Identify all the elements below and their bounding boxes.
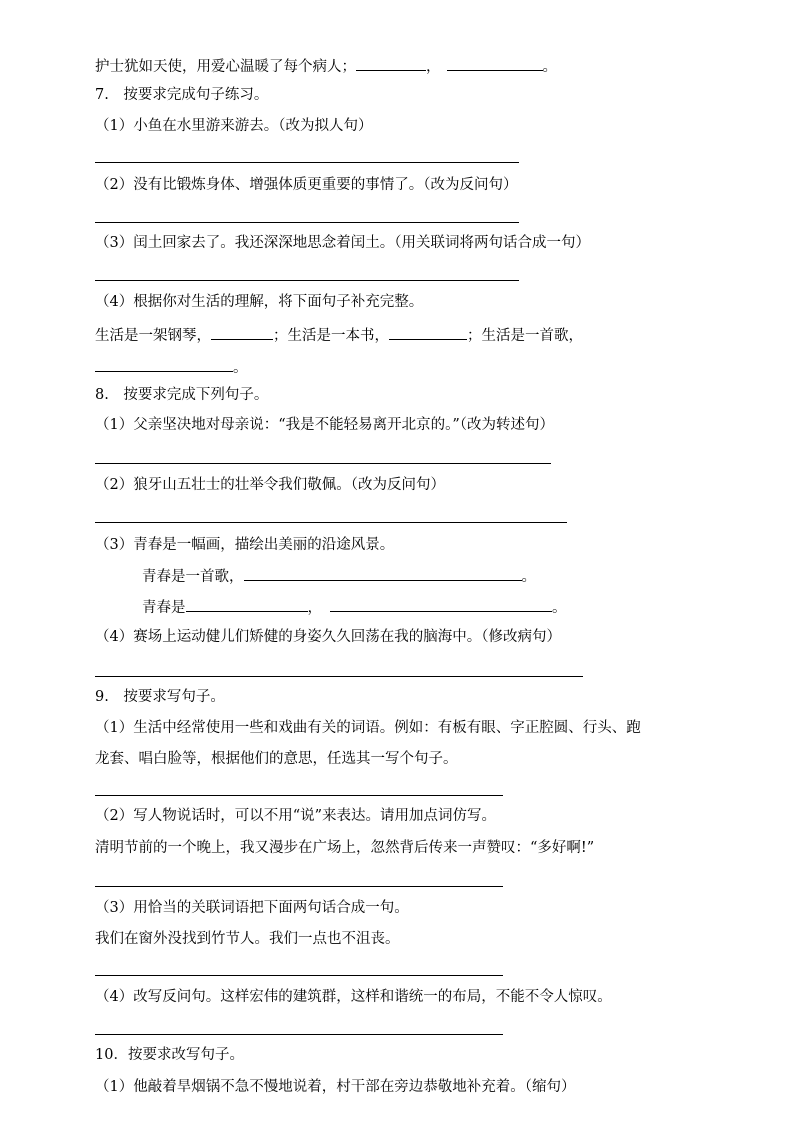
- q7-item-3: （3）闰土回家去了。我还深深地思念着闰土。（用关联词将两句话合成一句）: [95, 235, 590, 251]
- q9-item-2-example: 清明节前的一个晚上，我又漫步在广场上，忽然背后传来一声赞叹：“多好啊!”: [95, 840, 595, 856]
- q8-item-3: （3）青春是一幅画，描绘出美丽的沿途风景。: [95, 537, 395, 553]
- q7-item-4-part-2: ；生活是一本书，: [273, 328, 389, 344]
- q8-title: 8. 按要求完成下列句子。: [95, 387, 269, 403]
- q9-item-1-b: 龙套、唱白脸等，根据他们的意思，任选其一写个句子。: [95, 751, 458, 767]
- q8-item-3-period-a: 。: [521, 569, 536, 585]
- q7-title: 7. 按要求完成句子练习。: [95, 87, 269, 103]
- q8-item-2: （2）狼牙山五壮士的壮举令我们敬佩。（改为反问句）: [95, 477, 445, 493]
- q8-answer-line-2[interactable]: [95, 522, 567, 523]
- q8-item-1: （1）父亲坚决地对母亲说：“我是不能轻易离开北京的。”（改为转述句）: [95, 417, 555, 433]
- q9-item-2: （2）写人物说话时，可以不用“说”来表达。请用加点词仿写。: [95, 808, 497, 824]
- q7-item-4-sentence: [95, 325, 583, 346]
- q8-item-3-period-b: 。: [552, 600, 567, 616]
- q8-item-3-blank-1[interactable]: [244, 566, 522, 581]
- q7-answer-line-2[interactable]: [95, 222, 519, 223]
- q9-item-4: （4）改写反问句。这样宏伟的建筑群，这样和谐统一的布局，不能不令人惊叹。: [95, 989, 612, 1005]
- q10-item-1: （1）他敲着旱烟锅不急不慢地说着，村干部在旁边恭敬地补充着。（缩句）: [95, 1079, 576, 1095]
- q8-answer-line-4[interactable]: [95, 676, 583, 677]
- q9-answer-line-3[interactable]: [95, 975, 503, 976]
- q7-item-4-part-1: 生活是一架钢琴，: [95, 328, 211, 344]
- q8-item-3-prefix-a: 青春是一首歌，: [142, 569, 244, 585]
- q7-item-4-blank-3[interactable]: [95, 357, 233, 372]
- q7-item-4-blank-1[interactable]: [211, 325, 273, 340]
- q6-period: 。: [542, 59, 557, 75]
- q9-title: 9. 按要求写句子。: [95, 689, 225, 705]
- q9-answer-line-1[interactable]: [95, 795, 503, 796]
- q10-title: 10．按要求改写句子。: [95, 1047, 244, 1063]
- q7-item-1: （1）小鱼在水里游来游去。（改为拟人句）: [95, 118, 373, 134]
- q8-item-3-line-a: [142, 566, 536, 587]
- q8-item-3-prefix-b: 青春是: [142, 600, 186, 616]
- q9-answer-line-4[interactable]: [95, 1034, 503, 1035]
- q8-item-3-separator: ，: [307, 600, 322, 616]
- q6-blank-1[interactable]: [356, 56, 426, 71]
- q9-item-3: （3）用恰当的关联词语把下面两句话合成一句。: [95, 900, 409, 916]
- q6-line: [95, 56, 557, 77]
- q7-answer-line-1[interactable]: [95, 162, 519, 163]
- q6-blank-2[interactable]: [447, 56, 543, 71]
- q7-item-4-part-3: ；生活是一首歌，: [467, 328, 583, 344]
- q8-answer-line-1[interactable]: [95, 463, 551, 464]
- q8-item-3-line-b: [142, 597, 567, 618]
- q7-item-2: （2）没有比锻炼身体、增强体质更重要的事情了。（改为反问句）: [95, 177, 518, 193]
- q8-item-3-blank-3[interactable]: [330, 597, 552, 612]
- q7-answer-line-3[interactable]: [95, 280, 519, 281]
- q7-item-4: （4）根据你对生活的理解，将下面句子补充完整。: [95, 294, 424, 310]
- q8-item-4: （4）赛场上运动健儿们矫健的身姿久久回荡在我的脑海中。（修改病句）: [95, 629, 561, 645]
- q9-answer-line-2[interactable]: [95, 886, 503, 887]
- q7-item-4-blank-2[interactable]: [389, 325, 467, 340]
- q7-item-4-cont: [95, 357, 248, 378]
- q9-item-1-a: （1）生活中经常使用一些和戏曲有关的词语。例如：有板有眼、字正腔圆、行头、跑: [95, 720, 641, 736]
- q7-item-4-period: 。: [233, 360, 248, 376]
- q6-text: 护士犹如天使，用爱心温暖了每个病人；: [95, 59, 356, 75]
- q6-separator: ，: [426, 59, 441, 75]
- q8-item-3-blank-2[interactable]: [186, 597, 308, 612]
- q9-item-3-example: 我们在窗外没找到竹节人。我们一点也不沮丧。: [95, 931, 400, 947]
